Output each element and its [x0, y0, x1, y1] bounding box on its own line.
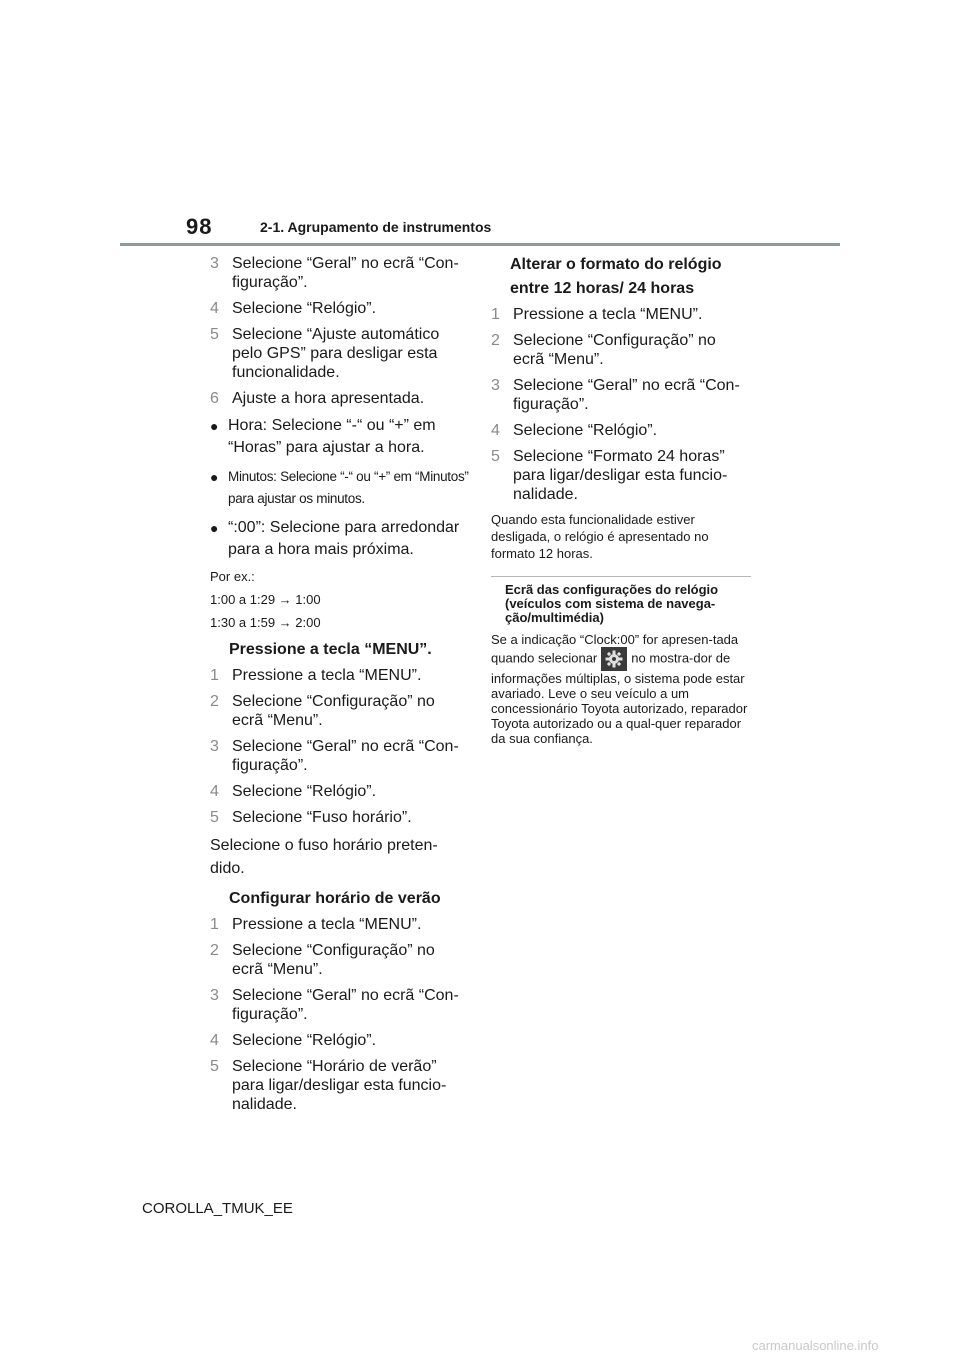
timezone-text: Selecione o fuso horário preten-dido. [210, 837, 438, 877]
note-text: Se a indicação “Clock:00” for apresen-tada quando selecionar no mostra-dor de informações múltiplas, o sistema pode estar avariado. Leve o seu veículo a um concessionário Toyota autorizado, reparador Toyota autorizado ou a qual-quer reparador da sua confiança. [491, 632, 748, 746]
document-code: COROLLA_TMUK_EE [142, 1200, 293, 1217]
step-item: 5 Selecione “Ajuste automático pelo GPS” para desligar esta funcionalidade. [210, 326, 440, 381]
bullet-icon: ● [210, 469, 219, 485]
step-item: 4 Selecione “Relógio”. [210, 1032, 377, 1049]
format-note: Quando esta funcionalidade estiver desligada, o relógio é apresentado no formato 12 horas. [491, 512, 709, 561]
step-item: 3 Selecione “Geral” no ecrã “Con-figuração”. [210, 987, 459, 1023]
bullet-item: ● Minutos: Selecione “-“ ou “+” em “Minutos” para ajustar os minutos. [210, 466, 470, 510]
bullet-icon: ● [210, 418, 219, 434]
example-line: 1:30 a 1:59 → 2:00 [210, 615, 321, 630]
step-item: 2 Selecione “Configuração” no ecrã “Menu”. [210, 942, 435, 978]
step-item: 1 Pressione a tecla “MENU”. [491, 306, 703, 323]
example-line: 1:00 a 1:29 → 1:00 [210, 592, 321, 607]
step-item: 4 Selecione “Relógio”. [210, 300, 377, 317]
bullet-item: ● Hora: Selecione “-“ ou “+” em “Horas” para ajustar a hora. [210, 415, 470, 459]
subheading-menu: Pressione a tecla “MENU”. [229, 641, 432, 658]
step-item: 6 Ajuste a hora apresentada. [210, 390, 425, 407]
section-title: 2-1. Agrupamento de instrumentos [260, 219, 492, 235]
left-column [210, 254, 470, 1121]
step-item: 3 Selecione “Geral” no ecrã “Con-figuração”. [491, 377, 740, 413]
step-item: 5 Selecione “Horário de verão” para ligar/desligar esta funcio-nalidade. [210, 1058, 447, 1113]
subheading-dst: Configurar horário de verão [229, 890, 441, 907]
gear-icon [601, 647, 627, 671]
note-divider [491, 576, 751, 577]
right-column [491, 254, 751, 746]
step-item: 3 Selecione “Geral” no ecrã “Con-figuração”. [210, 738, 459, 774]
subheading-format: Alterar o formato do relógio entre 12 horas/ 24 horas [510, 256, 722, 297]
note-heading: Ecrã das configurações do relógio (veículos com sistema de navega-ção/multimédia) [505, 582, 719, 625]
step-item: 3 Selecione “Geral” no ecrã “Con-figuração”. [210, 255, 459, 291]
step-item: 4 Selecione “Relógio”. [210, 783, 377, 800]
page-number: 98 [186, 214, 213, 239]
example-label: Por ex.: [210, 569, 255, 584]
watermark: carmanualsonline.info [752, 1338, 879, 1353]
step-item: 5 Selecione “Formato 24 horas” para ligar/desligar esta funcio-nalidade. [491, 448, 728, 503]
step-item: 1 Pressione a tecla “MENU”. [210, 916, 422, 933]
header-divider [120, 243, 840, 246]
step-item: 2 Selecione “Configuração” no ecrã “Menu”. [210, 693, 435, 729]
step-item: 4 Selecione “Relógio”. [491, 422, 658, 439]
step-item: 1 Pressione a tecla “MENU”. [210, 667, 422, 684]
step-item: 2 Selecione “Configuração” no ecrã “Menu”. [491, 332, 716, 368]
step-item: 5 Selecione “Fuso horário”. [210, 809, 412, 826]
bullet-icon: ● [210, 520, 219, 536]
bullet-item: ● “:00”: Selecione para arredondar para a hora mais próxima. [210, 517, 470, 561]
